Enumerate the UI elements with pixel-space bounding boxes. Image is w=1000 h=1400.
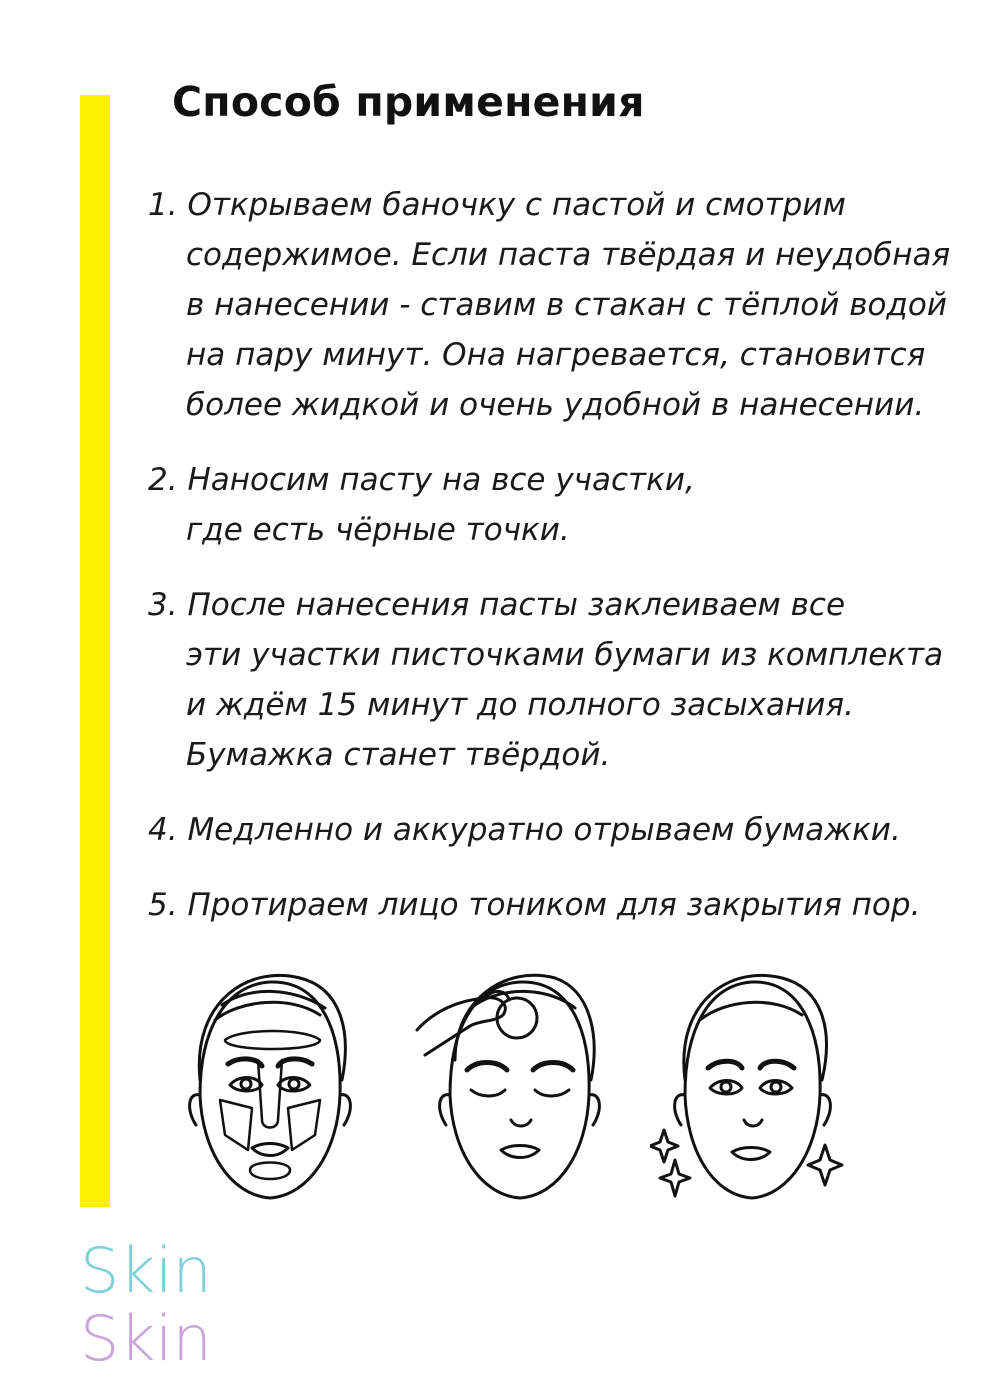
- step-number: 5.: [148, 887, 178, 923]
- step-number: 2.: [148, 462, 178, 498]
- step-text: Открываем баночку с пастой и смотрим: [187, 187, 846, 223]
- face-wiping-forehead-icon: [415, 960, 615, 1210]
- step-text: где есть чёрные точки.: [186, 512, 570, 548]
- accent-bar: [80, 95, 110, 1207]
- step-text: После нанесения пасты заклеиваем все: [187, 587, 846, 623]
- step-number: 3.: [148, 587, 178, 623]
- step-1: [148, 180, 968, 430]
- brand-logo: [80, 1230, 220, 1370]
- page-title: Способ применения: [172, 78, 645, 126]
- step-text: на пару минут. Она нагревается, становится: [186, 337, 926, 373]
- step-text: эти участки писточками бумаги из комплекта: [186, 637, 944, 673]
- face-clean-sparkles-icon: [650, 960, 850, 1210]
- step-3: [148, 580, 968, 780]
- step-5: [148, 880, 968, 930]
- logo-line-2: Skin: [80, 1302, 212, 1370]
- step-2: [148, 455, 968, 555]
- step-number: 1.: [148, 187, 178, 223]
- step-text: в нанесении - ставим в стакан с тёплой водой: [186, 287, 947, 323]
- step-number: 4.: [148, 812, 178, 848]
- step-text: Медленно и аккуратно отрываем бумажки.: [187, 812, 901, 848]
- steps-list: [148, 180, 968, 955]
- step-text: более жидкой и очень удобной в нанесении.: [186, 387, 925, 423]
- face-with-paste-areas-icon: [170, 960, 370, 1210]
- logo-line-1: Skin: [80, 1234, 212, 1307]
- step-text: Бумажка станет твёрдой.: [186, 737, 611, 773]
- step-text: Протираем лицо тоником для закрытия пор.: [187, 887, 921, 923]
- illustrations: [170, 960, 850, 1230]
- step-text: и ждём 15 минут до полного засыхания.: [186, 687, 854, 723]
- step-4: [148, 805, 968, 855]
- step-text: Наносим пасту на все участки,: [187, 462, 695, 498]
- step-text: содержимое. Если паста твёрдая и неудобная: [186, 237, 951, 273]
